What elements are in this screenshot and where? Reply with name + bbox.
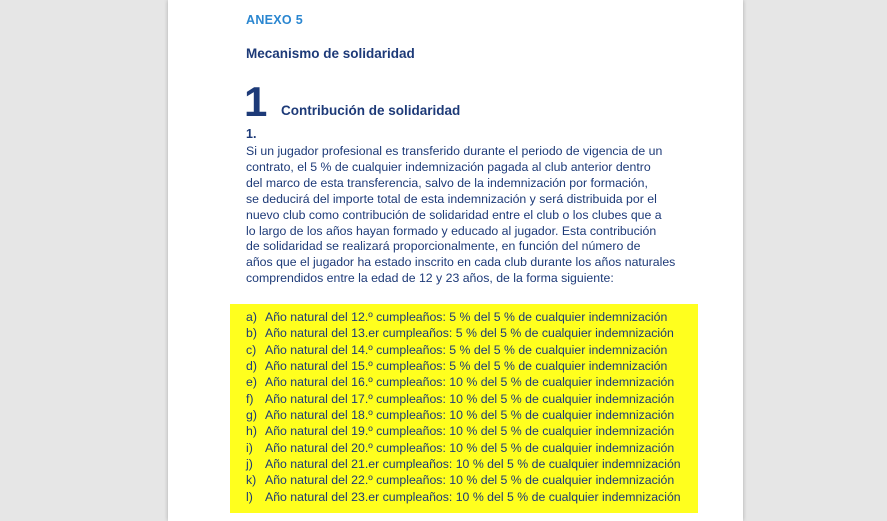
list-item-text: Año natural del 19.º cumpleaños: 10 % del 5 % de cualquier indemnización — [265, 424, 675, 439]
list-marker: j) — [246, 457, 253, 472]
list-marker: d) — [246, 359, 257, 374]
list-item-text: Año natural del 17.º cumpleaños: 10 % del 5 % de cualquier indemnización — [265, 391, 675, 406]
list-item — [246, 374, 681, 390]
list-marker: b) — [246, 326, 257, 341]
list-item — [246, 423, 681, 439]
paragraph-line: nuevo club como contribución de solidaridad entre el club o los clubes que a — [246, 207, 662, 222]
list-item-text: Año natural del 20.º cumpleaños: 10 % del 5 % de cualquier indemnización — [265, 440, 675, 455]
annex-label: ANEXO 5 — [246, 13, 303, 27]
list-marker: k) — [246, 473, 257, 488]
list-item-text: Año natural del 21.er cumpleaños: 10 % del 5 % de cualquier indemnización — [265, 457, 681, 472]
list-marker: h) — [246, 424, 257, 439]
list-marker: g) — [246, 408, 257, 423]
list-item-text: Año natural del 14.º cumpleaños: 5 % del 5 % de cualquier indemnización — [265, 342, 668, 357]
list-item — [246, 309, 681, 325]
list-marker: a) — [246, 310, 257, 324]
list-item-text: Año natural del 16.º cumpleaños: 10 % del 5 % de cualquier indemnización — [265, 375, 675, 390]
list-item-text: Año natural del 18.º cumpleaños: 10 % del 5 % de cualquier indemnización — [265, 408, 675, 423]
paragraph-line: comprendidos entre la edad de 12 y 23 años, de la forma siguiente: — [246, 271, 614, 286]
paragraph-line: del marco de esta transferencia, salvo de la indemnización por formación, — [246, 175, 648, 190]
list-item-text: Año natural del 15.º cumpleaños: 5 % del 5 % de cualquier indemnización — [265, 359, 668, 374]
list-marker: l) — [246, 489, 253, 504]
list-item-text: Año natural del 23.er cumpleaños: 10 % del 5 % de cualquier indemnización — [265, 489, 681, 504]
section-title: Contribución de solidaridad — [281, 103, 461, 118]
paragraph-body — [246, 144, 686, 287]
list-item — [246, 342, 681, 358]
annex-title: Mecanismo de solidaridad — [246, 46, 415, 61]
list-marker: i) — [246, 440, 253, 455]
paragraph-line: lo largo de los años hayan formado y educado al jugador. Esta contribución — [246, 223, 657, 238]
list-item — [246, 456, 681, 472]
section-number: 1 — [244, 78, 268, 125]
list-marker: f) — [246, 391, 254, 406]
paragraph-line: se deducirá del importe total de esta indemnización y será distribuida por el — [246, 191, 657, 206]
list-item — [246, 358, 681, 374]
list-item — [246, 440, 681, 456]
solidarity-percentage-list — [246, 309, 681, 505]
document-page — [168, 0, 743, 521]
list-item — [246, 489, 681, 505]
list-item — [246, 407, 681, 423]
paragraph-line: años que el jugador ha estado inscrito en cada club durante los años naturales — [246, 255, 676, 270]
paragraph-number: 1. — [246, 127, 257, 141]
list-item — [246, 325, 681, 341]
list-item-text: Año natural del 13.er cumpleaños: 5 % del 5 % de cualquier indemnización — [265, 326, 674, 341]
list-item — [246, 472, 681, 488]
list-item — [246, 391, 681, 407]
list-marker: c) — [246, 342, 257, 357]
paragraph-line: de solidaridad se realizará proporcionalmente, en función del número de — [246, 239, 641, 254]
list-item-text: Año natural del 22.º cumpleaños: 10 % del 5 % de cualquier indemnización — [265, 473, 675, 488]
paragraph-line: Si un jugador profesional es transferido durante el periodo de vigencia de un — [246, 144, 663, 158]
list-marker: e) — [246, 375, 257, 390]
paragraph-line: contrato, el 5 % de cualquier indemnización pagada al club anterior dentro — [246, 159, 651, 174]
list-item-text: Año natural del 12.º cumpleaños: 5 % del 5 % de cualquier indemnización — [265, 310, 668, 324]
